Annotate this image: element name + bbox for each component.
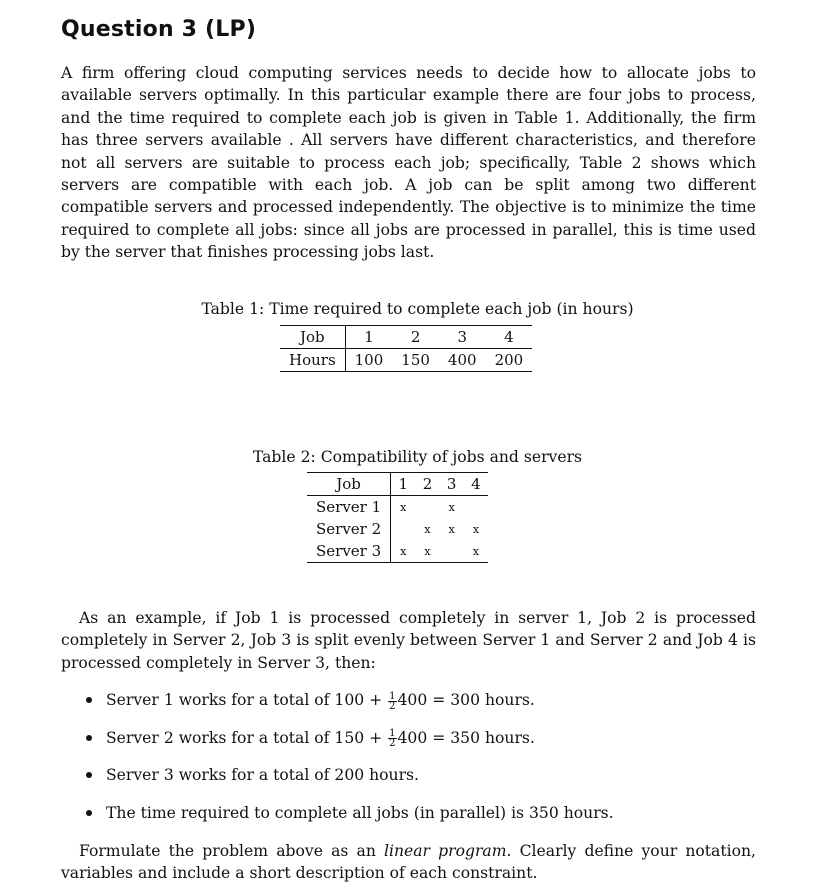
table1-header-label: Job [280,326,345,349]
fraction-numerator: 1 [389,690,396,702]
table2-compat-cell [415,496,439,519]
table2-row-label: Server 1 [307,496,391,519]
fraction-denominator: 2 [389,738,396,749]
bullet-item [77,801,614,839]
table1-row-label: Hours [280,349,345,372]
fraction-denominator: 2 [389,700,396,712]
table1-job-cell: 1 [345,326,392,349]
table2-compat-cell: x [448,522,455,536]
bullet-text: Server 1 works for a total of 100 + [106,691,388,709]
table2-caption: Table 2: Compatibility of jobs and servers [252,448,583,466]
table1-job-cell: 2 [392,326,439,349]
table2-compat-cell: x [400,500,407,514]
bullet-item [77,688,614,726]
table1-hours-cell: 200 [486,349,533,372]
table2-compat-cell: x [391,540,416,563]
bullet-text: Server 3 works for a total of 200 hours. [106,766,420,784]
bullet-item [77,763,614,801]
table2-row-server3 [307,540,488,563]
intro-paragraph: A firm offering cloud computing services needs to decide how to allocate jobs to available servers optimally. In this particular example there are four jobs to process, and the time required to complete each job is given in Table 1. Additionally, the firm has three servers available . All servers have different characteristics, and therefore not all servers are suitable to process each job; specifically, Table 2 shows which servers are compatible with each job. A job can be split among two different compatible servers and processed independently. The objective is to minimize the time required to complete all jobs: since all jobs are processed in parallel, this is time used by the server that finishes processing jobs last. [61,64,756,262]
table2-job-cell: 1 [391,473,416,496]
table1-hours-row [280,349,532,372]
table2-compat-cell: x [472,522,480,536]
table2-compat-cell: x [424,522,431,536]
example-paragraph: As an example, if Job 1 is processed completely in server 1, Job 2 is processed completely in Server 2, Job 3 is split evenly between Server 1 and Server 2 and Job 4 is processed completely in Server 3, then: [61,609,756,672]
bullet-text: 400 = 300 hours. [397,691,535,709]
fraction [388,692,396,711]
table2-header-row [307,473,488,496]
table1-hours-cell: 400 [439,349,486,372]
table2-compat-cell [464,496,488,519]
table2 [307,472,488,563]
table2-compat-cell [391,518,416,540]
table2-row-server1 [307,496,488,519]
table2-compat-cell: x [448,500,455,514]
table2-compat-cell: x [415,540,439,563]
bullet-item [77,726,614,764]
table2-job-cell: 2 [415,473,439,496]
table1-job-cell: 3 [439,326,486,349]
table1-hours-cell: 150 [392,349,439,372]
table1 [280,325,532,372]
table1-caption: Table 1: Time required to complete each job (in hours) [201,300,634,318]
bullet-text: Server 2 works for a total of 150 + [106,728,388,747]
bullet-text: The time required to complete all jobs (in parallel) is 350 hours. [106,803,614,822]
question-title: Question 3 (LP) [61,17,257,42]
table2-compat-cell: x [464,540,488,563]
bullet-text: 400 = 350 hours. [397,728,535,747]
table2-row-server2 [307,518,488,540]
bullet-list [77,688,614,838]
table2-header-label: Job [307,473,391,496]
closing-text: Clearly define your notation, variables and include a short description of each constraint. [61,842,756,883]
table1-header-row [280,326,532,349]
table2-row-label: Server 3 [307,540,391,563]
closing-paragraph [61,840,756,885]
fraction [388,729,396,748]
table1-job-cell: 4 [486,326,533,349]
closing-emphasis: linear program. [384,842,512,860]
table1-hours-cell: 100 [345,349,392,372]
fraction-numerator: 1 [389,728,396,739]
table2-job-cell: 4 [464,473,488,496]
table2-row-label: Server 2 [307,518,391,540]
table2-compat-cell [440,540,464,563]
closing-text: Formulate the problem above as an [79,842,385,860]
table2-job-cell: 3 [440,473,464,496]
